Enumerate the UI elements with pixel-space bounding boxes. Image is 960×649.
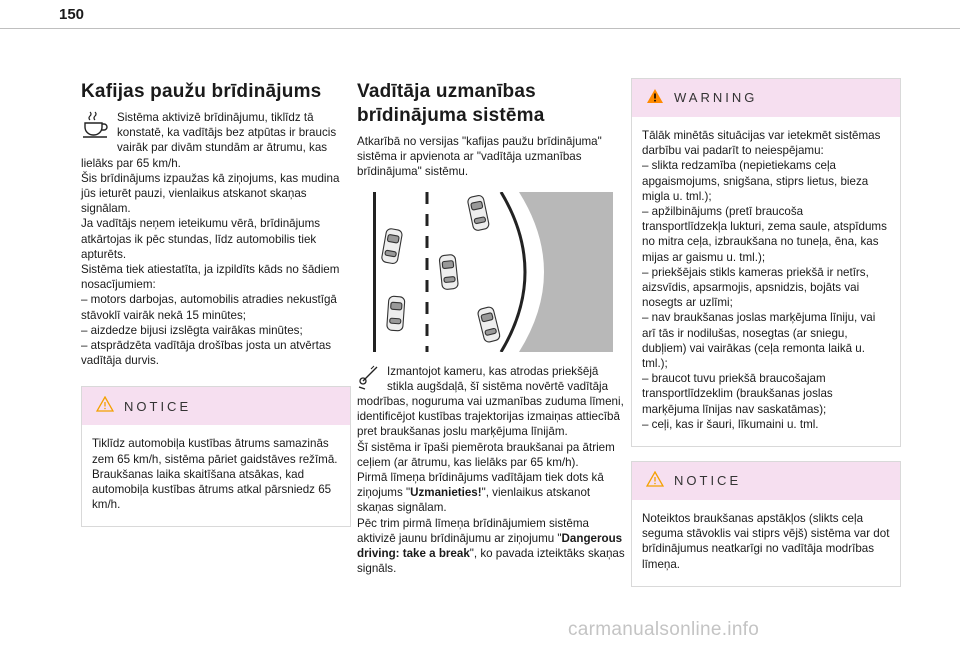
notice-body: Noteiktos braukšanas apstākļos (slikts ceļa seguma stāvoklis vai stiprs vējš) sistēma var dot brīdinājumus neatkarīgi no vadītāja modrības līmeņa. [642, 512, 890, 571]
intro-paragraph: Sistēma aktivizē brīdinājumu, tiklīdz tā konstatē, ka vadītājs bez atpūtas ir braucis vairāk par divām stundām ar ātrumu, kas lielāks par 65 km/h. [81, 111, 337, 170]
column-warnings [631, 78, 901, 587]
column-attention-warning [357, 80, 627, 576]
warning-body: Tālāk minētās situācijas var ietekmēt sistēmas darbību vai padarīt to neiespējamu: – slikta redzamība (nepietiekams ceļa apgaismojums, snigšana, stiprs lietus, bieza migla u. tml.); – apžilbinājums (pretī braucoša transportlīdzekļa lukturi, zema saule, atspīdums no mitra ceļa, izbraukšana no tuneļa, ēna, kas mijas ar gaismu u. tml.); – priekšējais stikls kameras priekšā ir netīrs, aizsvīdis, apsarmojis, apsnidzis, bojāts vai nosegts ar uzlīmi; – nav braukšanas joslas marķējuma līniju, vai arī tās ir nodilušas, nosegtas (ar sniegu, dubļiem) vai vairākas (ceļa remonta laikā u. tml.); – braucot tuvu priekšā braucošajam transportlīdzeklim (braukšanas joslas marķējuma līnijas nav saskatāmas); – ceļi, kas ir šauri, līkumaini u. tml. [632, 117, 900, 446]
paragraph-repeat: Ja vadītājs neņem ieteikumu vērā, brīdinājums atkārtojas ik pēc stundas, līdz automobilis tiek apturēts. [81, 217, 321, 261]
warning-label: WARNING [674, 90, 758, 106]
page-number: 150 [59, 6, 85, 23]
list-item: – ceļi, kas ir šauri, līkumaini u. tml. [642, 417, 819, 431]
list-item: – slikta redzamība (nepietiekams ceļa apgaismojums, snigšana, stiprs lietus, bieza migla u. tml.); [642, 159, 869, 203]
watermark: carmanualsonline.info [568, 619, 760, 640]
list-item: – priekšējais stikls kameras priekšā ir netīrs, aizsvīdis, apsarmojis, apsnidzis, bojāts vai nosegts ar uzlīmi; [642, 265, 869, 310]
section-title-attention-warning: Vadītāja uzmanības brīdinājuma sistēma [357, 81, 545, 126]
notice-box [631, 461, 901, 587]
list-item: – atsprādzēta vadītāja drošības josta un atvērtas vadītāja durvis. [81, 339, 332, 368]
notice-triangle-icon [96, 396, 114, 416]
notice-header [632, 462, 900, 500]
warning-box [631, 78, 901, 447]
intro-paragraph: Atkarībā no versijas "kafijas paužu brīdinājuma" sistēma ir apvienota ar "vadītāja uzmanības brīdinājuma" sistēmu. [357, 135, 602, 179]
list-item: – braucot tuvu priekšā braucošajam transportlīdzeklim (braukšanas joslas marķējuma līnijas nav saskatāmas); [642, 372, 833, 416]
column-coffee-break [81, 80, 351, 527]
list-item: – nav braukšanas joslas marķējuma līniju, vai arī tās ir nodilušas, nosegtas (ar sniegu, dubļiem) vai vairākas (ceļa remonta laikā u. tml.); [642, 311, 876, 371]
warning-triangle-icon [646, 88, 664, 108]
paragraph-fast-roads: Šī sistēma ir īpaši piemērota braukšanai pa ātriem ceļiem (ar ātrumu, kas lielāks par 65 km/h). [357, 440, 615, 469]
list-item: – apžilbinājums (pretī braucoša transportlīdzekļa lukturi, zema saule, atspīdums no mitra ceļa, izbraukšana no tuneļa, ēna, kas mijas ar gaismu u. tml.); [642, 205, 887, 264]
lane-drift-illustration [369, 192, 613, 352]
paragraph-reset: Sistēma tiek atiestatīta, ja izpildīts kāds no šādiem nosacījumiem: [81, 263, 340, 292]
paragraph-message: Šis brīdinājums izpaužas kā ziņojums, kas mudina jūs ieturēt pauzi, vienlaikus atskanot skaņas signālam. [81, 171, 340, 216]
notice-body: Tiklīdz automobiļa kustības ātrums samazinās zem 65 km/h, sistēma pāriet gaidstāves režīmā. Braukšanas laika skaitīšana atsākas, kad automobiļa kustības ātrums atkal pārsniedz 65 km/h. [92, 437, 338, 512]
notice-label: NOTICE [674, 473, 742, 489]
camera-paragraph: Izmantojot kameru, kas atrodas priekšējā stikla augšdaļā, šī sistēma novērtē vadītāja modrības, noguruma vai uzmanības zuduma līmeni, identificējot kustības trajektorijas izmaiņas attiecībā pret braukšanas joslu marķējuma līnijām. [357, 364, 624, 439]
camera-sensor-icon [357, 365, 381, 391]
list-item: – aizdedze bijusi izslēgta vairākas minūtes; [81, 323, 303, 337]
coffee-cup-icon [81, 111, 111, 141]
paragraph-second-level: Pēc trim pirmā līmeņa brīdinājumiem sistēma aktivizē jaunu brīdinājumu ar ziņojumu "Dangerous driving: take a break", ko pavada izteiktāks skaņas signāls. [357, 516, 625, 576]
warning-header [632, 79, 900, 117]
notice-triangle-icon [646, 471, 664, 491]
list-item: – motors darbojas, automobilis atradies nekustīgā stāvoklī vairāk nekā 15 minūtes; [81, 293, 337, 322]
section-title-coffee-break: Kafijas paužu brīdinājums [81, 81, 322, 102]
paragraph-first-level: Pirmā līmeņa brīdinājums vadītājam tiek dots kā ziņojums "Uzmanieties!", vienlaikus atskanot skaņas signālam. [357, 471, 604, 515]
header-rule [0, 28, 960, 29]
notice-label: NOTICE [124, 398, 192, 414]
notice-box [81, 386, 351, 527]
notice-header [82, 387, 350, 425]
